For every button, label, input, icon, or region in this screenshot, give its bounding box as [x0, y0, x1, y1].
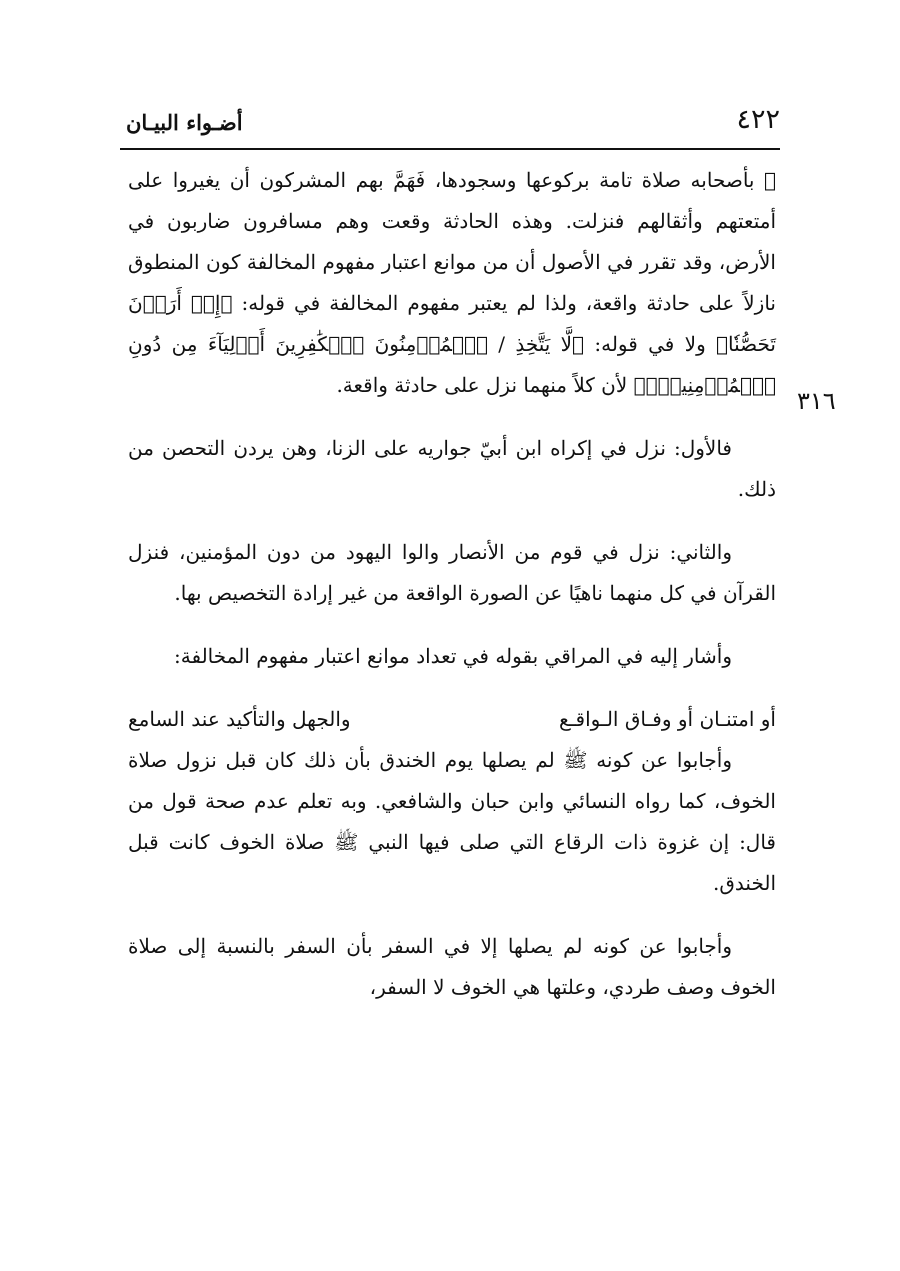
page-number: ٤٢٢ [736, 104, 780, 135]
paragraph-2: فالأول: نزل في إكراه ابن أبيّ جواريه على الزنا، وهن يردن التحصن من ذلك. [128, 436, 776, 501]
paragraph-6: وأجابوا عن كونه لم يصلها إلا في السفر بأن السفر بالنسبة إلى صلاة الخوف وصف طردي، وعلتها هي الخوف لا السفر، [128, 934, 776, 999]
body-text [128, 160, 776, 1008]
margin-verse-reference: ٣١٦ [797, 387, 836, 415]
header-rule [120, 148, 780, 150]
paragraph-1: ﷺ بأصحابه صلاة تامة بركوعها وسجودها، فَهَمَّ بهم المشركون أن يغيروا على أمتعتهم وأثقالهم فنزلت. وهذه الحادثة وقعت وهم مسافرون ضاربون في الأرض، وقد تقرر في الأصول أن من موانع اعتبار مفهوم المخالفة كون المنطوق نازلاً على حادثة واقعة، ولذا لم يعتبر مفهوم المخالفة في قوله: ﴿إِنۡ أَرَدۡنَ تَحَصُّنٗا﴾ ولا في قوله: ﴿لَّا يَتَّخِذِ / ٱلۡمُؤۡمِنُونَ ٱلۡكَٰفِرِينَ أَوۡلِيَآءَ مِن دُونِ ٱلۡمُؤۡمِنِينَۖ﴾ لأن كلاً منهما نزل على حادثة واقعة. [128, 168, 776, 397]
book-title: أضـواء البيـان [126, 110, 243, 135]
paragraph-3: والثاني: نزل في قوم من الأنصار والوا اليهود من دون المؤمنين، فنزل القرآن في كل منهما ناهيًا عن الصورة الواقعة من غير إرادة التخصيص بها. [128, 540, 776, 605]
paragraph-4: وأشار إليه في المراقي بقوله في تعداد موانع اعتبار مفهوم المخالفة: [174, 644, 732, 668]
paragraph-5: وأجابوا عن كونه ﷺ لم يصلها يوم الخندق بأن ذلك كان قبل نزول صلاة الخوف، كما رواه النسائي وابن حبان والشافعي. وبه تعلم عدم صحة قول من قال: إن غزوة ذات الرقاع التي صلى فيها النبي ﷺ صلاة الخوف كانت قبل الخندق. [128, 748, 776, 895]
verse-first-hemistich: أو امتنـان أو وفـاق الـواقـع [559, 707, 776, 731]
poetry-verse [128, 699, 776, 740]
verse-second-hemistich: والجهل والتأكيد عند السامع [128, 707, 351, 731]
page-header [120, 104, 780, 144]
